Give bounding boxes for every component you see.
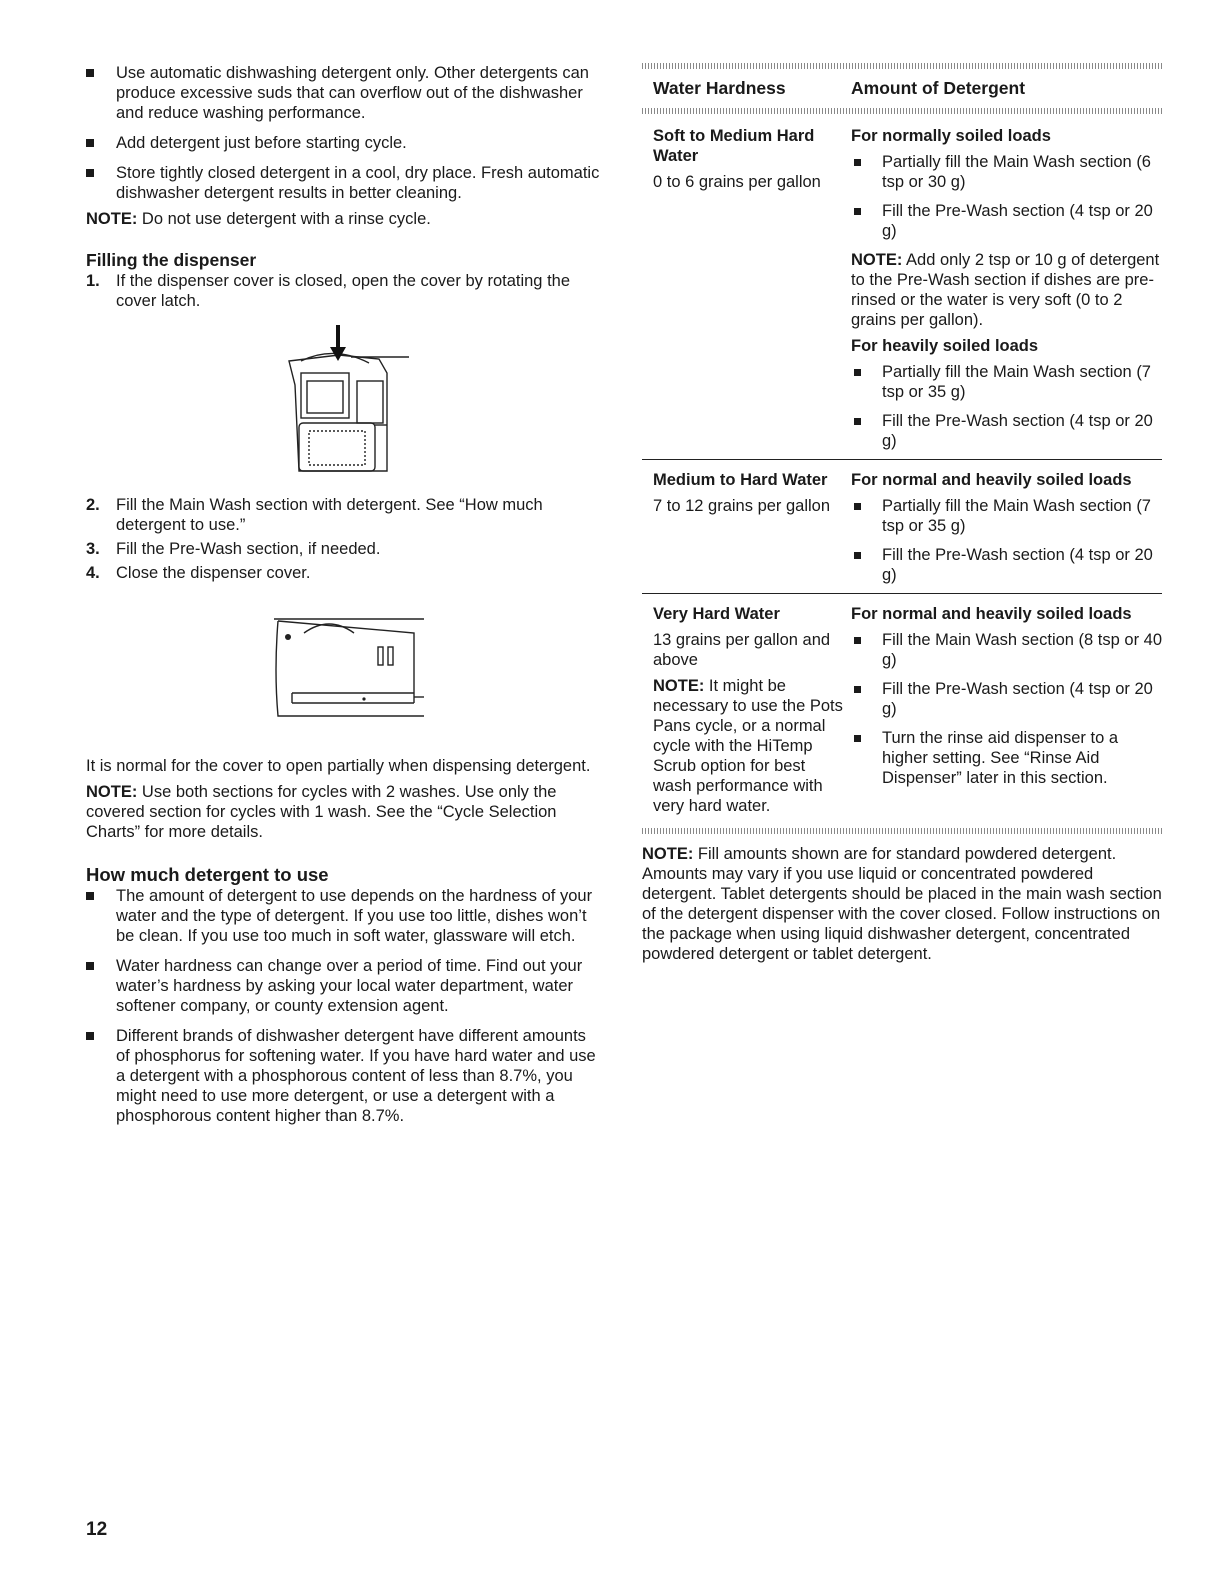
table-header-rule (642, 108, 1162, 114)
step-item: 1. If the dispenser cover is closed, open the cover by rotating the cover latch. (86, 272, 571, 310)
filling-steps-b (86, 495, 602, 583)
load-heading: For normally soiled loads (851, 127, 1051, 145)
row-note: NOTE: Add only 2 tsp or 10 g of detergent to the Pre-Wash section if dishes are pre-rinsed or the water is very soft (0 to 2 grains per gallon). (851, 251, 1160, 329)
list-item: Water hardness can change over a period of time. Find out your water’s hardness by asking your local water department, water softener company, or county extension agent. (86, 956, 602, 1016)
list-item: Partially fill the Main Wash section (7 tsp or 35 g) (851, 362, 1162, 402)
list-item: Add detergent just before starting cycle. (86, 133, 602, 153)
list-item: Fill the Pre-Wash section (4 tsp or 20 g) (851, 411, 1162, 451)
left-column (86, 63, 602, 1136)
filling-heading: Filling the dispenser (86, 250, 257, 270)
hardness-label: Medium to Hard Water (653, 471, 828, 489)
list-item: The amount of detergent to use depends on the hardness of your water and the type of detergent. If you use too little, dishes won’t be clean. If you use too much in soft water, glassware will etch. (86, 886, 602, 946)
table-bottom-rule (642, 828, 1162, 834)
list-item: Fill the Pre-Wash section (4 tsp or 20 g) (851, 201, 1162, 241)
list-item: Different brands of dishwasher detergent have different amounts of phosphorus for softening water. If you have hard water and use a detergent with a phosphorous content of less than 8.7%, you might need to use more detergent, or use a detergent with a phosphorous content higher than 8.7%. (86, 1026, 602, 1126)
grains-text: 7 to 12 grains per gallon (653, 497, 831, 515)
list-item: Fill the Main Wash section (8 tsp or 40 g) (851, 630, 1162, 670)
note-rinse: NOTE: Do not use detergent with a rinse cycle. (86, 210, 431, 228)
header-water-hardness: Water Hardness (653, 78, 786, 98)
list-item: Partially fill the Main Wash section (6 tsp or 30 g) (851, 152, 1162, 192)
dispenser-open-figure (279, 325, 409, 475)
header-amount-of-detergent: Amount of Detergent (851, 78, 1026, 98)
list-item: Fill the Pre-Wash section (4 tsp or 20 g) (851, 545, 1162, 585)
table-row (642, 114, 1162, 459)
load-heading: For normal and heavily soiled loads (851, 605, 1132, 623)
step-item: 2. Fill the Main Wash section with detergent. See “How much detergent to use.” (86, 496, 543, 534)
hardness-label: Soft to Medium Hard Water (653, 127, 815, 165)
load-heading: For heavily soiled loads (851, 337, 1039, 355)
how-much-bullets (86, 886, 602, 1126)
list-item: Fill the Pre-Wash section (4 tsp or 20 g) (851, 679, 1162, 719)
how-much-heading: How much detergent to use (86, 864, 329, 885)
right-column (642, 63, 1162, 964)
intro-bullets (86, 63, 602, 203)
fill-amounts-note: NOTE: Fill amounts shown are for standard powdered detergent. Amounts may vary if you use liquid or concentrated powdered detergent. Tablet detergents should be placed in the main wash section of the detergent dispenser with the cover closed. Follow instructions on the package when using liquid dishwasher detergent, concentrated powdered detergent or tablet detergent. (642, 845, 1162, 963)
list-item: Use automatic dishwashing detergent only. Other detergents can produce excessive suds that can overflow out of the dishwasher and reduce washing performance. (86, 63, 602, 123)
table-header (642, 69, 1162, 108)
row-note: NOTE: It might be necessary to use the Pots Pans cycle, or a normal cycle with the HiTemp Scrub option for best wash performance with very hard water. (653, 677, 843, 815)
list-item: Store tightly closed detergent in a cool, dry place. Fresh automatic dishwasher detergent results in better cleaning. (86, 163, 602, 203)
detergent-table (642, 63, 1162, 834)
note-sections: NOTE: Use both sections for cycles with 2 washes. Use only the covered section for cycles with 1 wash. See the “Cycle Selection Charts” for more details. (86, 783, 557, 841)
list-item: Partially fill the Main Wash section (7 tsp or 35 g) (851, 496, 1162, 536)
hardness-label: Very Hard Water (653, 605, 780, 623)
grains-text: 0 to 6 grains per gallon (653, 173, 821, 191)
list-item: Turn the rinse aid dispenser to a higher setting. See “Rinse Aid Dispenser” later in this section. (851, 728, 1162, 788)
filling-steps-a (86, 271, 602, 311)
normal-cover-text: It is normal for the cover to open partially when dispensing detergent. (86, 757, 591, 775)
step-item: 4. Close the dispenser cover. (86, 564, 311, 582)
grains-text: 13 grains per gallon and above (653, 631, 831, 669)
table-row (642, 593, 1162, 824)
step-item: 3. Fill the Pre-Wash section, if needed. (86, 540, 381, 558)
load-heading: For normal and heavily soiled loads (851, 471, 1132, 489)
dispenser-closed-figure (264, 611, 424, 726)
page-number: 12 (86, 1519, 108, 1540)
table-top-rule (642, 63, 1162, 69)
table-row (642, 459, 1162, 593)
